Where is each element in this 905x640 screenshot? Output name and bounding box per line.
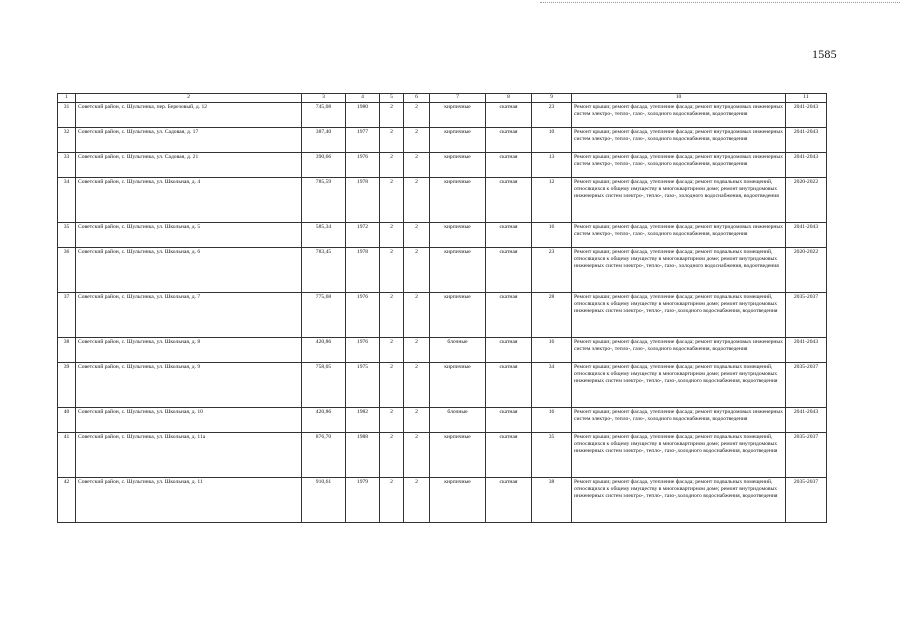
row-number: 34 bbox=[58, 178, 76, 223]
works-cell: Ремонт крыши; ремонт фасада, утепление фасада; ремонт внутридомовых инженерных систем электро-, тепло-, газо-, холодного водоснабжения, водоотведения bbox=[572, 153, 786, 178]
column-header: 11 bbox=[786, 94, 827, 103]
col6-cell: 2 bbox=[404, 223, 430, 248]
col5-cell: 2 bbox=[380, 338, 404, 363]
column-header: 6 bbox=[404, 94, 430, 103]
wall-material-cell: кирпичные bbox=[430, 128, 486, 153]
column-header: 2 bbox=[76, 94, 302, 103]
col9-cell: 16 bbox=[532, 338, 572, 363]
column-header: 9 bbox=[532, 94, 572, 103]
period-cell: 2035-2037 bbox=[786, 363, 827, 408]
address-cell: Советский район, с. Шульгинка, ул. Школьная, д. 7 bbox=[76, 293, 302, 338]
area-cell: 783,45 bbox=[302, 248, 346, 293]
works-cell: Ремонт крыши; ремонт фасада, утепление фасада; ремонт подвальных помещений, относящихся к общему имуществу в многоквартирном доме; ремонт внутридомовых инженерных систем электро-, тепло-, газо-,холодного водоснабжения, водоотведения bbox=[572, 293, 786, 338]
roof-type-cell: скатная bbox=[486, 153, 532, 178]
period-cell: 2035-2037 bbox=[786, 433, 827, 478]
year-cell: 1976 bbox=[346, 153, 380, 178]
works-cell: Ремонт крыши; ремонт фасада, утепление фасада; ремонт внутридомовых инженерных систем электро-, тепло-, газо-, холодного водоснабжения, водоотведения bbox=[572, 103, 786, 128]
area-cell: 420,86 bbox=[302, 408, 346, 433]
col6-cell: 2 bbox=[404, 478, 430, 523]
year-cell: 1979 bbox=[346, 478, 380, 523]
row-number: 35 bbox=[58, 223, 76, 248]
wall-material-cell: кирпичные bbox=[430, 293, 486, 338]
row-number: 37 bbox=[58, 293, 76, 338]
works-cell: Ремонт крыши; ремонт фасада, утепление фасада; ремонт подвальных помещений, относящихся к общему имуществу в многоквартирном доме; ремонт внутридомовых инженерных систем электро-, тепло-, газо-, холодного водоснабжения, водоотведения bbox=[572, 248, 786, 293]
col9-cell: 12 bbox=[532, 178, 572, 223]
col5-cell: 2 bbox=[380, 248, 404, 293]
period-cell: 2020-2022 bbox=[786, 178, 827, 223]
row-number: 42 bbox=[58, 478, 76, 523]
col6-cell: 2 bbox=[404, 408, 430, 433]
roof-type-cell: скатная bbox=[486, 338, 532, 363]
roof-type-cell: скатная bbox=[486, 408, 532, 433]
table-row bbox=[58, 178, 827, 223]
table-row bbox=[58, 408, 827, 433]
address-cell: Советский район, с. Шульгинка, ул. Садовая, д. 21 bbox=[76, 153, 302, 178]
roof-type-cell: скатная bbox=[486, 363, 532, 408]
housing-registry-table bbox=[57, 93, 827, 523]
area-cell: 745,08 bbox=[302, 103, 346, 128]
address-cell: Советский район, с. Шульгинка, ул. Школьная, д. 11 bbox=[76, 478, 302, 523]
row-number: 36 bbox=[58, 248, 76, 293]
year-cell: 1982 bbox=[346, 408, 380, 433]
column-header: 1 bbox=[58, 94, 76, 103]
period-cell: 2041-2043 bbox=[786, 408, 827, 433]
col5-cell: 2 bbox=[380, 153, 404, 178]
table-row bbox=[58, 363, 827, 408]
table-row bbox=[58, 248, 827, 293]
roof-type-cell: скатная bbox=[486, 223, 532, 248]
col9-cell: 10 bbox=[532, 128, 572, 153]
period-cell: 2041-2043 bbox=[786, 153, 827, 178]
roof-type-cell: скатная bbox=[486, 248, 532, 293]
works-cell: Ремонт крыши; ремонт фасада, утепление фасада; ремонт внутридомовых инженерных систем электро-, тепло-, газо-, холодного водоснабжения, водоотведения bbox=[572, 223, 786, 248]
address-cell: Советский район, с. Шульгинка, ул. Школьная, д. 10 bbox=[76, 408, 302, 433]
table-row bbox=[58, 293, 827, 338]
wall-material-cell: кирпичные bbox=[430, 103, 486, 128]
col6-cell: 2 bbox=[404, 178, 430, 223]
wall-material-cell: блочные bbox=[430, 408, 486, 433]
table-row bbox=[58, 478, 827, 523]
area-cell: 585,34 bbox=[302, 223, 346, 248]
column-header: 8 bbox=[486, 94, 532, 103]
col9-cell: 23 bbox=[532, 103, 572, 128]
area-cell: 910,61 bbox=[302, 478, 346, 523]
works-cell: Ремонт крыши; ремонт фасада, утепление фасада; ремонт внутридомовых инженерных систем электро-, тепло-, газо-, холодного водоснабжения, водоотведения bbox=[572, 338, 786, 363]
row-number: 39 bbox=[58, 363, 76, 408]
period-cell: 2041-2043 bbox=[786, 128, 827, 153]
wall-material-cell: кирпичные bbox=[430, 153, 486, 178]
year-cell: 1978 bbox=[346, 178, 380, 223]
works-cell: Ремонт крыши; ремонт фасада, утепление фасада; ремонт подвальных помещений, относящихся к общему имуществу в многоквартирном доме; ремонт внутридомовых инженерных систем электро-, тепло-, газо-,холодного водоснабжения, водоотведения bbox=[572, 433, 786, 478]
col9-cell: 34 bbox=[532, 363, 572, 408]
column-header: 10 bbox=[572, 94, 786, 103]
address-cell: Советский район, с. Шульгинка, ул. Школьная, д. 4 bbox=[76, 178, 302, 223]
col9-cell: 38 bbox=[532, 478, 572, 523]
address-cell: Советский район, с. Шульгинка, ул. Школьная, д. 9 bbox=[76, 363, 302, 408]
row-number: 41 bbox=[58, 433, 76, 478]
top-scan-rule bbox=[540, 2, 900, 3]
roof-type-cell: скатная bbox=[486, 293, 532, 338]
period-cell: 2041-2043 bbox=[786, 338, 827, 363]
column-header: 4 bbox=[346, 94, 380, 103]
row-number: 38 bbox=[58, 338, 76, 363]
col5-cell: 2 bbox=[380, 408, 404, 433]
col9-cell: 13 bbox=[532, 153, 572, 178]
col6-cell: 2 bbox=[404, 153, 430, 178]
col5-cell: 2 bbox=[380, 128, 404, 153]
works-cell: Ремонт крыши; ремонт фасада, утепление фасада; ремонт подвальных помещений, относящихся к общему имуществу в многоквартирном доме; ремонт внутридомовых инженерных систем электро-, тепло-, газо-, холодного водоснабжения, водоотведения bbox=[572, 178, 786, 223]
address-cell: Советский район, с. Шульгинка, ул. Школьная, д. 11а bbox=[76, 433, 302, 478]
works-cell: Ремонт крыши; ремонт фасада, утепление фасада; ремонт подвальных помещений, относящихся к общему имуществу в многоквартирном доме; ремонт внутридомовых инженерных систем электро-, тепло-, газо-,холодного водоснабжения, водоотведения bbox=[572, 363, 786, 408]
col6-cell: 2 bbox=[404, 363, 430, 408]
col5-cell: 2 bbox=[380, 433, 404, 478]
col5-cell: 2 bbox=[380, 478, 404, 523]
period-cell: 2041-2043 bbox=[786, 103, 827, 128]
address-cell: Советский район, с. Шульгинка, пер. Березовый, д. 12 bbox=[76, 103, 302, 128]
page-number: 1585 bbox=[812, 47, 837, 61]
roof-type-cell: скатная bbox=[486, 128, 532, 153]
period-cell: 2020-2022 bbox=[786, 248, 827, 293]
table-row bbox=[58, 338, 827, 363]
wall-material-cell: кирпичные bbox=[430, 363, 486, 408]
address-cell: Советский район, с. Шульгинка, ул. Школьная, д. 5 bbox=[76, 223, 302, 248]
area-cell: 390,66 bbox=[302, 153, 346, 178]
area-cell: 775,68 bbox=[302, 293, 346, 338]
period-cell: 2041-2043 bbox=[786, 223, 827, 248]
col5-cell: 2 bbox=[380, 293, 404, 338]
col6-cell: 2 bbox=[404, 103, 430, 128]
area-cell: 387,40 bbox=[302, 128, 346, 153]
col9-cell: 16 bbox=[532, 408, 572, 433]
year-cell: 1988 bbox=[346, 433, 380, 478]
wall-material-cell: кирпичные bbox=[430, 248, 486, 293]
col9-cell: 23 bbox=[532, 248, 572, 293]
address-cell: Советский район, с. Шульгинка, ул. Школьная, д. 8 bbox=[76, 338, 302, 363]
row-number: 40 bbox=[58, 408, 76, 433]
col5-cell: 2 bbox=[380, 103, 404, 128]
col6-cell: 2 bbox=[404, 338, 430, 363]
row-number: 33 bbox=[58, 153, 76, 178]
year-cell: 1976 bbox=[346, 338, 380, 363]
area-cell: 785,59 bbox=[302, 178, 346, 223]
year-cell: 1976 bbox=[346, 293, 380, 338]
year-cell: 1975 bbox=[346, 363, 380, 408]
table-row bbox=[58, 103, 827, 128]
area-cell: 876,70 bbox=[302, 433, 346, 478]
roof-type-cell: скатная bbox=[486, 433, 532, 478]
col6-cell: 2 bbox=[404, 128, 430, 153]
col5-cell: 2 bbox=[380, 178, 404, 223]
wall-material-cell: кирпичные bbox=[430, 223, 486, 248]
year-cell: 1972 bbox=[346, 223, 380, 248]
area-cell: 758,05 bbox=[302, 363, 346, 408]
roof-type-cell: скатная bbox=[486, 478, 532, 523]
row-number: 32 bbox=[58, 128, 76, 153]
col9-cell: 35 bbox=[532, 433, 572, 478]
table-row bbox=[58, 223, 827, 248]
works-cell: Ремонт крыши; ремонт фасада, утепление фасада; ремонт внутридомовых инженерных систем электро-, тепло-, газо-, холодного водоснабжения, водоотведения bbox=[572, 128, 786, 153]
year-cell: 1977 bbox=[346, 128, 380, 153]
year-cell: 1980 bbox=[346, 103, 380, 128]
roof-type-cell: скатная bbox=[486, 178, 532, 223]
row-number: 31 bbox=[58, 103, 76, 128]
wall-material-cell: кирпичные bbox=[430, 478, 486, 523]
address-cell: Советский район, с. Шульгинка, ул. Школьная, д. 6 bbox=[76, 248, 302, 293]
wall-material-cell: блочные bbox=[430, 338, 486, 363]
col6-cell: 2 bbox=[404, 293, 430, 338]
column-header: 5 bbox=[380, 94, 404, 103]
column-number-row bbox=[58, 94, 827, 103]
wall-material-cell: кирпичные bbox=[430, 178, 486, 223]
col5-cell: 2 bbox=[380, 223, 404, 248]
table-row bbox=[58, 153, 827, 178]
year-cell: 1978 bbox=[346, 248, 380, 293]
col9-cell: 16 bbox=[532, 223, 572, 248]
period-cell: 2035-2037 bbox=[786, 293, 827, 338]
col6-cell: 2 bbox=[404, 433, 430, 478]
roof-type-cell: скатная bbox=[486, 103, 532, 128]
works-cell: Ремонт крыши; ремонт фасада, утепление фасада; ремонт подвальных помещений, относящихся к общему имуществу в многоквартирном доме; ремонт внутридомовых инженерных систем электро-, тепло-, газо-,холодного водоснабжения, водоотведения bbox=[572, 478, 786, 523]
table-row bbox=[58, 128, 827, 153]
address-cell: Советский район, с. Шульгинка, ул. Садовая, д. 17 bbox=[76, 128, 302, 153]
col6-cell: 2 bbox=[404, 248, 430, 293]
col5-cell: 2 bbox=[380, 363, 404, 408]
col9-cell: 28 bbox=[532, 293, 572, 338]
column-header: 7 bbox=[430, 94, 486, 103]
table-body bbox=[58, 103, 827, 523]
column-header: 3 bbox=[302, 94, 346, 103]
period-cell: 2035-2037 bbox=[786, 478, 827, 523]
wall-material-cell: кирпичные bbox=[430, 433, 486, 478]
area-cell: 420,86 bbox=[302, 338, 346, 363]
table-row bbox=[58, 433, 827, 478]
works-cell: Ремонт крыши; ремонт фасада, утепление фасада; ремонт внутридомовых инженерных систем электро-, тепло-, газо-, холодного водоснабжения, водоотведения bbox=[572, 408, 786, 433]
